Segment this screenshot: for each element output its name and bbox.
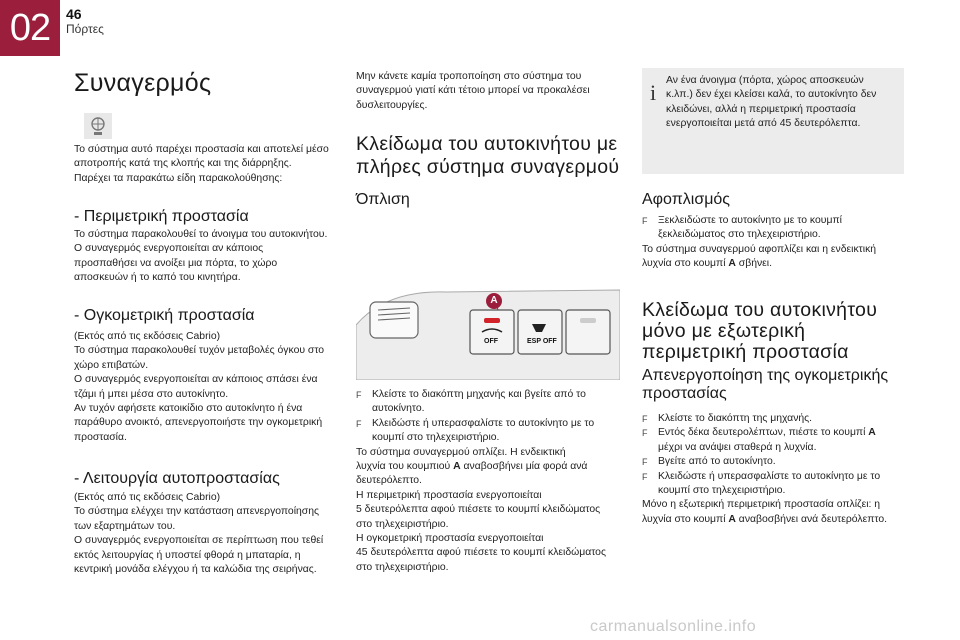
bullet-icon: F <box>642 471 648 482</box>
full-alarm-title: Κλείδωμα του αυτοκινήτου με πλήρες σύστημα συναγερμού <box>356 133 620 178</box>
selfprotect-title: - Λειτουργία αυτοπροστασίας <box>74 470 280 487</box>
arming-instructions: F Κλείστε το διακόπτη μηχανής και βγείτε από το αυτοκίνητο. F Κλειδώστε ή υπερασφαλίστε το αυτοκίνητο με το κουμπί στο τηλεχειριστήριο. Το σύστημα συναγερμού οπλίζει. Η ενδεικτική λυχνία του κουμπιού A αναβοσβήνει μία φορά ανά δευτερόλεπτο. Η περιμετρική προστασία ενεργοποιείται 5 δευτερόλεπτα αφού πιέσετε το κουμπί κλειδώματος στο τηλεχειριστήριο. Η ογκομετρική προστασία ενεργοποιείται 45 δευτερόλεπτα αφού πιέσετε το κουμπί κλειδώματος στο τηλεχειριστήριο. <box>356 389 606 573</box>
chapter-number: 02 <box>0 0 60 56</box>
intro-text: Το σύστημα αυτό παρέχει προστασία και αποτελεί μέσο αποτροπής κατά της κλοπής και της διάρρηξης. Παρέχει τα παρακάτω είδη παρακολούθησης: <box>74 144 329 184</box>
selfprotect-text: (Εκτός από τις εκδόσεις Cabrio) Το σύστημα ελέγχει την κατάσταση απενεργοποίησης των εξαρτημάτων του. Ο συναγερμός ενεργοποιείται σε περίπτωση που τεθεί εκτός λειτουργίας ή υποστεί φθορά η μπαταρία, η κεντρική μονάδα ελέγχου ή τα καλώδια της σειρήνας. <box>74 492 324 576</box>
bullet-icon: F <box>642 216 648 226</box>
bullet-icon: F <box>642 457 648 468</box>
callout-a: A <box>486 293 502 309</box>
volumetric-title: - Ογκομετρική προστασία <box>74 307 255 324</box>
volumetric-text: (Εκτός από τις εκδόσεις Cabrio) Το σύστημα παρακολουθεί τυχόν μεταβολές όγκου στο χώρο επιβατών. Ο συναγερμός ενεργοποιείται αν κάποιος σπάσει ένα τζάμι ή μπει μέσα στο αυτοκίνητο. Αν τυχόν αφήσετε κατοικίδιο στο αυτοκίνητο ή ένα παράθυρο ανοικτό, απενεργοποιήστε την ογκομετρική προστασία. <box>74 331 325 443</box>
disarm-title: Αφοπλισμός <box>642 191 731 208</box>
perimeter-title: - Περιμετρική προστασία <box>74 208 249 225</box>
bullet-icon: F <box>356 390 362 400</box>
bullet-icon: F <box>642 428 648 439</box>
info-icon: i <box>650 80 657 105</box>
watermark: carmanualsonline.info <box>590 618 757 635</box>
section-name: Πόρτες <box>66 22 104 36</box>
alarm-sensor-icon <box>84 113 112 139</box>
arming-title: Όπλιση <box>356 191 410 208</box>
info-text: Αν ένα άνοιγμα (πόρτα, χώρος αποσκευών κ.λπ.) δεν έχει κλείσει καλά, το αυτοκίνητο δεν κλειδώνει, αλλά η περιμετρική προστασία ενεργοποιείται μετά από 45 δευτερόλεπτα. <box>666 75 877 130</box>
page-title: Συναγερμός <box>74 69 212 97</box>
deactivate-title: Απενεργοποίηση της ογκομετρικής προστασίας <box>642 367 889 402</box>
warning-text: Μην κάνετε καμία τροποποίηση στο σύστημα του συναγερμού γιατί κάτι τέτοιο μπορεί να προκαλέσει δυσλειτουργίες. <box>356 71 590 111</box>
deactivate-text: F Κλείστε το διακόπτη της μηχανής. F Εντός δέκα δευτερολέπτων, πιέστε το κουμπί A μέχρι να ανάψει σταθερά η λυχνία. F Βγείτε από το αυτοκίνητο. F Κλειδώστε ή υπερασφαλίστε το αυτοκίνητο με το κουμπί στο τηλεχειριστήριο. Μόνο η εξωτερική περιμετρική προστασία οπλίζει: η λυχνία στο κουμπί A αναβοσβήνει ανά δευτερόλεπτο. <box>642 413 888 525</box>
info-box <box>642 68 904 174</box>
disarm-text: F Ξεκλειδώστε το αυτοκίνητο με το κουμπί ξεκλειδώματος στο τηλεχειριστήριο. Το σύστημα συναγερμού αφοπλίζει και η ενδεικτική λυχνία στο κουμπί A σβήνει. <box>642 215 877 270</box>
perimeter-only-title: Κλείδωμα του αυτοκινήτου μόνο με εξωτερική περιμετρική προστασία <box>642 299 878 363</box>
bullet-icon: F <box>356 418 362 429</box>
page-number: 46 <box>66 6 82 22</box>
dashboard-button-figure <box>356 280 620 380</box>
button-esp-off-label: ESP OFF <box>527 338 557 345</box>
bullet-icon: F <box>642 414 648 424</box>
perimeter-text: Το σύστημα παρακολουθεί το άνοιγμα του αυτοκινήτου. Ο συναγερμός ενεργοποιείται αν κάποιος προσπαθήσει να ανοίξει μια πόρτα, το χώρο αποσκευών ή το καπό του κινητήρα. <box>74 229 328 284</box>
button-off-label: OFF <box>484 338 498 345</box>
